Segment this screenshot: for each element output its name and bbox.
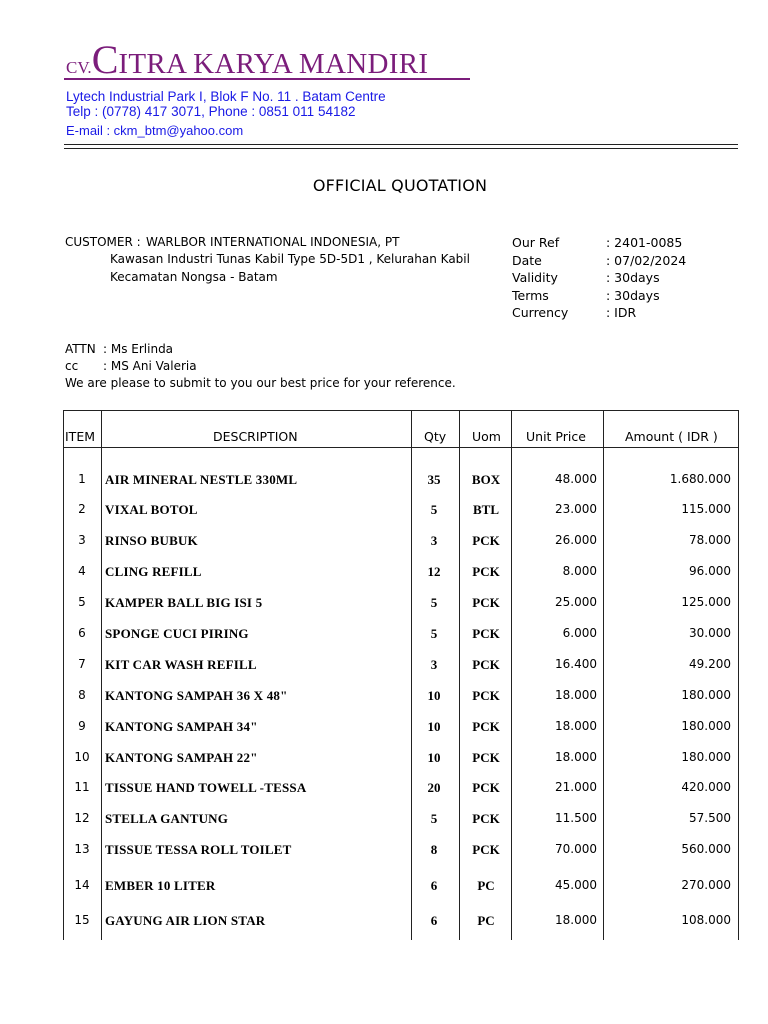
meta-row-currency [512, 305, 738, 323]
company-name-initial: C [91, 37, 119, 82]
cell-qty: 3 [430, 533, 438, 548]
company-address: Lytech Industrial Park I, Blok F No. 11 . Batam Centre [66, 89, 386, 104]
cell-unit-price: 25.000 [555, 595, 597, 609]
cell-item: 12 [74, 811, 90, 825]
meta-key: Currency [512, 305, 569, 320]
cell-uom: PCK [472, 595, 500, 610]
cell-amount: 560.000 [681, 842, 731, 856]
cell-item: 15 [74, 913, 90, 927]
customer-name: WARLBOR INTERNATIONAL INDONESIA, PT [146, 235, 400, 249]
meta-key: Terms [512, 287, 549, 303]
cell-qty: 5 [430, 811, 438, 826]
cell-unit-price: 26.000 [555, 533, 597, 547]
customer-address-line2: Kecamatan Nongsa - Batam [110, 270, 278, 284]
cell-uom: PCK [472, 626, 500, 641]
table-row [63, 657, 739, 677]
cell-uom: BTL [472, 502, 499, 517]
cell-unit-price: 23.000 [555, 502, 597, 516]
header-qty: Qty [424, 429, 447, 444]
attn-row [65, 342, 173, 356]
cell-item: 14 [74, 878, 90, 892]
cell-item: 3 [78, 533, 86, 547]
cell-amount: 180.000 [681, 750, 731, 764]
meta-value: : 2401-0085 [606, 235, 683, 250]
cell-unit-price: 45.000 [555, 878, 597, 892]
cell-unit-price: 18.000 [555, 688, 597, 702]
cell-amount: 1.680.000 [669, 472, 731, 486]
cell-uom: PCK [472, 657, 500, 672]
cell-item: 8 [78, 688, 86, 702]
cell-qty: 10 [427, 719, 441, 734]
cell-amount: 270.000 [681, 878, 731, 892]
company-name [66, 37, 429, 82]
customer-label: CUSTOMER : [65, 235, 141, 249]
cell-description: KANTONG SAMPAH 22" [105, 750, 258, 765]
cell-qty: 6 [430, 878, 438, 893]
cell-item: 11 [74, 780, 90, 794]
company-name-rest: ITRA KARYA MANDIRI [118, 48, 429, 80]
table-row [63, 878, 739, 898]
cell-uom: PCK [472, 564, 500, 579]
cell-item: 5 [78, 595, 86, 609]
header-unit-price: Unit Price [526, 429, 586, 444]
cell-amount: 49.200 [689, 657, 731, 671]
cell-amount: 180.000 [681, 688, 731, 702]
cell-qty: 12 [427, 564, 441, 579]
cell-qty: 5 [430, 626, 438, 641]
cell-amount: 115.000 [681, 502, 731, 516]
table-row [63, 750, 739, 770]
cell-qty: 3 [430, 657, 438, 672]
header-uom: Uom [472, 429, 501, 444]
cell-unit-price: 8.000 [562, 564, 597, 578]
intro-text: We are please to submit to you our best price for your reference. [65, 376, 456, 390]
table-row [63, 533, 739, 553]
cell-description: KAMPER BALL BIG ISI 5 [105, 595, 263, 610]
table-row [63, 842, 739, 862]
table-row [63, 472, 739, 492]
cell-amount: 125.000 [681, 595, 731, 609]
cell-uom: PCK [472, 719, 500, 734]
cell-item: 9 [78, 719, 86, 733]
attn-value: : Ms Erlinda [103, 342, 174, 356]
table-row [63, 595, 739, 615]
table-header-border [63, 447, 739, 448]
cell-unit-price: 48.000 [555, 472, 597, 486]
cell-uom: PCK [472, 533, 500, 548]
cell-item: 10 [74, 750, 90, 764]
cell-description: EMBER 10 LITER [105, 878, 216, 893]
cell-description: SPONGE CUCI PIRING [105, 626, 249, 641]
cell-description: RINSO BUBUK [105, 533, 198, 548]
meta-key: Validity [512, 270, 558, 285]
quotation-meta [512, 235, 738, 323]
cell-description: CLING REFILL [105, 564, 202, 579]
cell-description: GAYUNG AIR LION STAR [105, 913, 266, 928]
meta-row-our-ref [512, 235, 738, 253]
cell-description: STELLA GANTUNG [105, 811, 229, 826]
cell-unit-price: 6.000 [562, 626, 597, 640]
cell-amount: 108.000 [681, 913, 731, 927]
cell-amount: 78.000 [689, 533, 731, 547]
document-title: OFFICIAL QUOTATION [312, 176, 488, 195]
cc-label: cc [65, 359, 79, 373]
meta-value: : 07/02/2024 [606, 252, 687, 268]
cell-uom: PCK [472, 750, 500, 765]
table-row [63, 688, 739, 708]
table-row [63, 913, 739, 933]
meta-value: : 30days [606, 270, 660, 285]
meta-row-date [512, 253, 738, 271]
cell-description: VIXAL BOTOL [105, 502, 198, 517]
cell-unit-price: 70.000 [555, 842, 597, 856]
cell-amount: 96.000 [689, 564, 731, 578]
meta-key: Date [512, 252, 542, 268]
cell-qty: 5 [430, 595, 438, 610]
header-description: DESCRIPTION [213, 429, 298, 444]
cell-uom: PC [477, 913, 495, 928]
header-item: ITEM [65, 429, 96, 444]
cell-item: 4 [78, 564, 86, 578]
cell-description: KANTONG SAMPAH 34" [105, 719, 258, 734]
cell-amount: 180.000 [681, 719, 731, 733]
header-divider-bottom [64, 148, 738, 149]
company-telephone: Telp : (0778) 417 3071, Phone : 0851 011 54182 [66, 104, 356, 119]
cell-qty: 10 [427, 688, 441, 703]
cell-description: KANTONG SAMPAH 36 X 48" [105, 688, 288, 703]
cell-amount: 30.000 [689, 626, 731, 640]
table-row [63, 564, 739, 584]
cc-value: : MS Ani Valeria [103, 359, 197, 373]
cell-qty: 6 [430, 913, 438, 928]
cell-qty: 20 [427, 780, 441, 795]
cell-description: KIT CAR WASH REFILL [105, 657, 257, 672]
cell-item: 7 [78, 657, 86, 671]
cell-uom: PCK [472, 811, 500, 826]
cell-item: 2 [78, 502, 86, 516]
company-prefix: CV. [66, 58, 92, 77]
quotation-table [63, 410, 739, 940]
cell-unit-price: 11.500 [555, 811, 597, 825]
cell-uom: PC [477, 878, 495, 893]
cell-qty: 10 [427, 750, 441, 765]
cell-unit-price: 18.000 [555, 719, 597, 733]
table-row [63, 502, 739, 522]
cell-item: 13 [74, 842, 90, 856]
cell-description: TISSUE HAND TOWELL -TESSA [105, 780, 307, 795]
cell-uom: PCK [472, 688, 500, 703]
cell-unit-price: 16.400 [555, 657, 597, 671]
meta-value: : IDR [606, 305, 637, 320]
meta-row-terms [512, 288, 738, 306]
cell-amount: 57.500 [689, 811, 731, 825]
cell-amount: 420.000 [681, 780, 731, 794]
cell-description: AIR MINERAL NESTLE 330ML [105, 472, 298, 487]
table-row [63, 626, 739, 646]
meta-row-validity [512, 270, 738, 288]
cell-item: 6 [78, 626, 86, 640]
company-underline [64, 78, 470, 80]
table-row [63, 811, 739, 831]
cell-qty: 5 [430, 502, 438, 517]
cell-uom: PCK [472, 780, 500, 795]
cell-uom: PCK [472, 842, 500, 857]
cell-item: 1 [78, 472, 86, 486]
cc-row [65, 359, 197, 373]
cell-unit-price: 21.000 [555, 780, 597, 794]
attn-label: ATTN [65, 342, 96, 356]
cell-unit-price: 18.000 [555, 750, 597, 764]
header-amount: Amount ( IDR ) [625, 429, 718, 444]
cell-unit-price: 18.000 [555, 913, 597, 927]
cell-qty: 35 [427, 472, 441, 487]
customer-address-line1: Kawasan Industri Tunas Kabil Type 5D-5D1 , Kelurahan Kabil [110, 252, 470, 266]
cell-qty: 8 [430, 842, 438, 857]
header-divider-top [64, 144, 738, 145]
company-email: E-mail : ckm_btm@yahoo.com [66, 123, 244, 138]
meta-value: : 30days [606, 287, 660, 303]
table-row [63, 780, 739, 800]
table-top-border [63, 410, 739, 411]
meta-key: Our Ref [512, 235, 560, 250]
cell-description: TISSUE TESSA ROLL TOILET [105, 842, 292, 857]
cell-uom: BOX [471, 472, 501, 487]
table-row [63, 719, 739, 739]
